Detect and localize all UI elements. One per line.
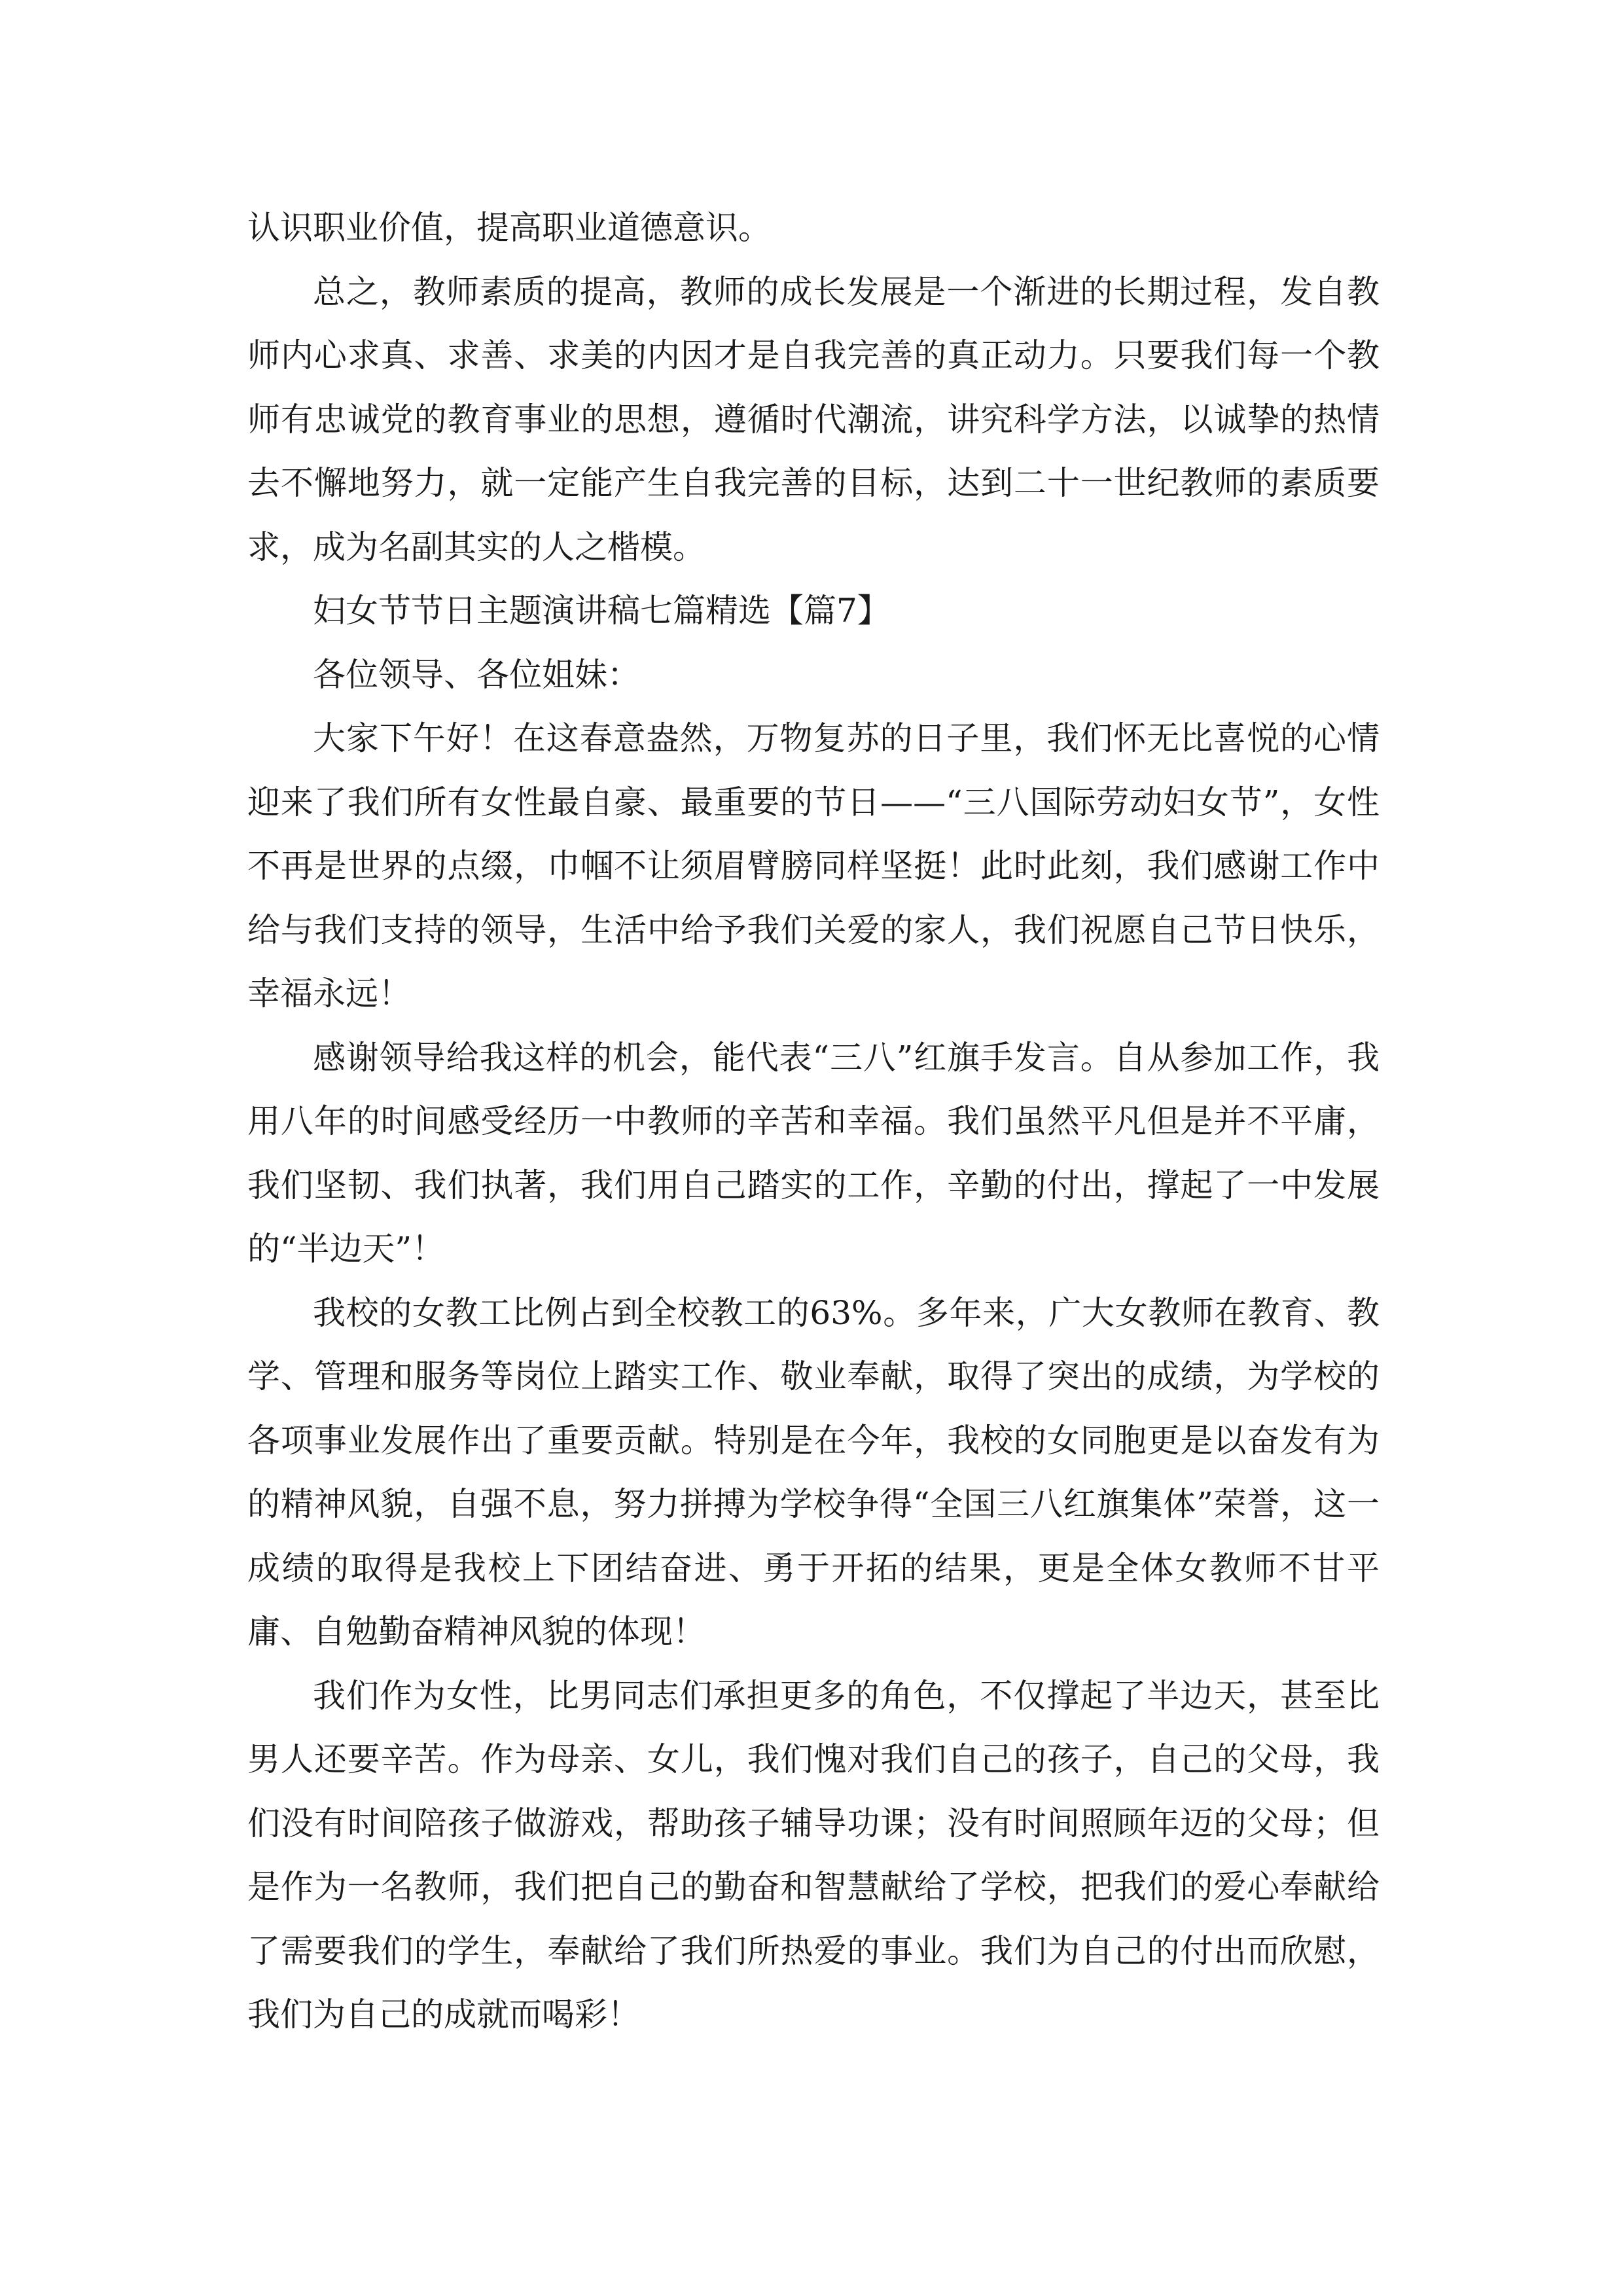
paragraph-8: 我们作为女性，比男同志们承担更多的角色，不仅撑起了半边天，甚至比男人还要辛苦。作为母亲、女儿，我们愧对我们自己的孩子，自己的父母，我们没有时间陪孩子做游戏，帮助孩子辅导功课；没有时间照顾年迈的父母；但是作为一名教师，我们把自己的勤奋和智慧献给了学校，把我们的爱心奉献给了需要我们的学生，奉献给了我们所热爱的事业。我们为自己的付出而欣慰，我们为自己的成就而喝彩！ [247, 1676, 1380, 2034]
paragraph-2: 总之，教师素质的提高，教师的成长发展是一个渐进的长期过程，发自教师内心求真、求善、求美的内因才是自我完善的真正动力。只要我们每一个教师有忠诚党的教育事业的思想，遵循时代潮流，讲究科学方法，以诚挚的热情去不懈地努力，就一定能产生自我完善的目标，达到二十一世纪教师的素质要求，成为名副其实的人之楷模。 [247, 272, 1380, 566]
paragraph-7: 我校的女教工比例占到全校教工的63%。多年来，广大女教师在教育、教学、管理和服务等岗位上踏实工作、敬业奉献，取得了突出的成绩，为学校的各项事业发展作出了重要贡献。特别是在今年，我校的女同胞更是以奋发有为的精神风貌，自强不息，努力拼搏为学校争得“全国三八红旗集体”荣誉，这一成绩的取得是我校上下团结奋进、勇于开拓的结果，更是全体女教师不甘平庸、自勉勤奋精神风貌的体现！ [247, 1293, 1380, 1651]
paragraph-6: 感谢领导给我这样的机会，能代表“三八”红旗手发言。自从参加工作，我用八年的时间感受经历一中教师的辛苦和幸福。我们虽然平凡但是并不平庸，我们坚韧、我们执著，我们用自己踏实的工作，辛勤的付出，撑起了一中发展的“半边天”！ [247, 1038, 1380, 1268]
document-body [247, 196, 1380, 2047]
paragraph-5: 大家下午好！在这春意盎然，万物复苏的日子里，我们怀无比喜悦的心情迎来了我们所有女性最自豪、最重要的节日——“三八国际劳动妇女节”，女性不再是世界的点缀，巾帼不让须眉臂膀同样坚挺！此时此刻，我们感谢工作中给与我们支持的领导，生活中给予我们关爱的家人，我们祝愿自己节日快乐，幸福永远！ [247, 719, 1380, 1013]
salutation: 各位领导、各位姐妹： [313, 655, 640, 694]
section-heading: 妇女节节日主题演讲稿七篇精选【篇7】 [313, 592, 890, 630]
paragraph-1: 认识职业价值，提高职业道德意识。 [247, 209, 771, 247]
